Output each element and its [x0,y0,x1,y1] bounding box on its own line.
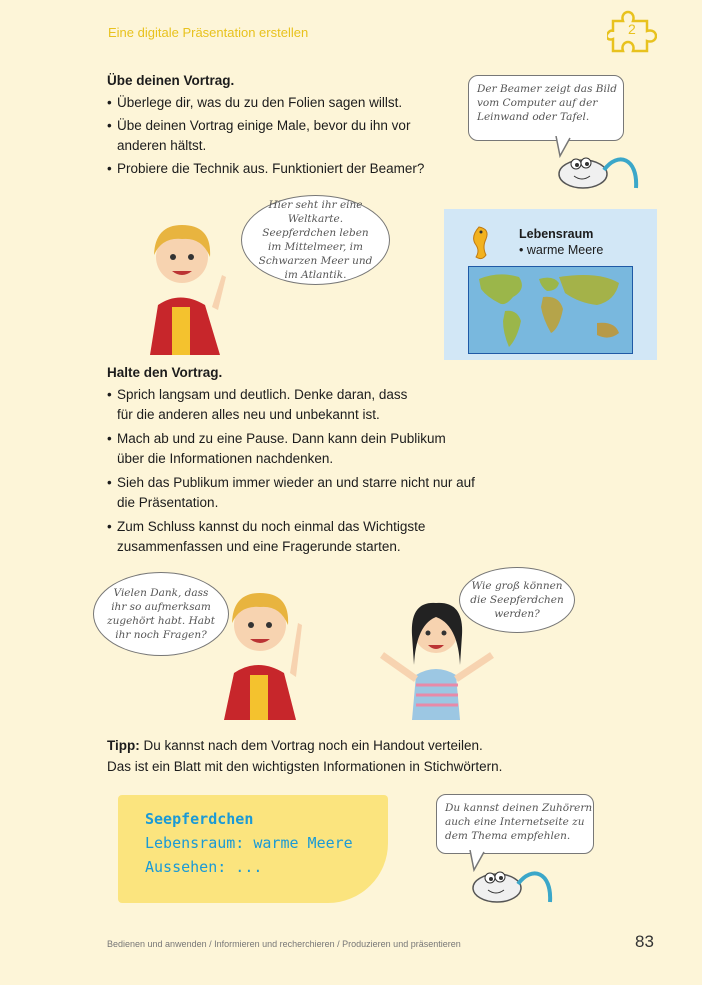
handout-line-2: Aussehen: ... [145,858,263,876]
puzzle-icon [607,9,657,55]
practice-list [107,93,437,181]
speech-bubble-website [436,794,594,854]
speech-bubble-beamer [468,75,624,141]
tip-line-1: Du kannst nach dem Vortrag noch ein Handout verteilen. [143,738,483,753]
bubble-text: Du kannst deinen Zuhörern auch eine Internetseite zu dem Thema empfehlen. [445,802,593,842]
handout-title: Seepferdchen [145,810,254,828]
boy-presenter-illustration-2 [210,585,320,720]
boy-presenter-illustration [130,215,240,355]
tip-line-2: Das ist ein Blatt mit den wichtigsten Informationen in Stichwörtern. [107,759,503,774]
puzzle-number: 2 [628,21,636,37]
tip-text [107,735,502,777]
list-item: • Übe deinen Vortrag einige Male, bevor du ihn vor anderen hältst. [107,116,417,157]
bubble-text: Hier seht ihr eine Weltkarte. Seepferdchen leben im Mittelmeer, im Schwarzen Meer und im Atlantik. [258,199,373,281]
list-item: • Überlege dir, was du zu den Folien sagen willst. [107,93,437,114]
list-item: • Probiere die Technik aus. Funktioniert der Beamer? [107,159,437,180]
footer-text: Bedienen und anwenden / Informieren und recherchieren / Produzieren und präsentieren [107,939,461,949]
speech-bubble-thanks [93,572,229,656]
presentation-slide [444,209,657,360]
list-item: • Mach ab und zu eine Pause. Dann kann dein Publikum über die Informationen nachdenken. [107,429,462,469]
slide-title: Lebensraum [519,227,594,241]
slide-bullet: • warme Meere [519,243,604,257]
list-item: • Zum Schluss kannst du noch einmal das Wichtigste zusammenfassen und eine Fragerunde starten. [107,517,447,557]
list-item: • Sieh das Publikum immer wieder an und starre nicht nur auf die Präsentation. [107,473,477,513]
slide-bullet-text: warme Meere [526,243,604,257]
tip-label: Tipp: [107,738,140,753]
bubble-text: Wie groß können die Seepferdchen werden? [470,580,564,620]
seahorse-icon [464,223,494,263]
handout-line-1: Lebensraum: warme Meere [145,834,353,852]
give-talk-list [107,385,475,559]
bubble-text: Der Beamer zeigt das Bild vom Computer auf der Leinwand oder Tafel. [477,83,617,123]
bubble-text: Vielen Dank, dass ihr so aufmerksam zugehört habt. Habt ihr noch Fragen? [107,587,215,641]
speech-bubble-boy-map [241,195,390,285]
chapter-title: Eine digitale Präsentation erstellen [108,25,309,40]
world-map [468,266,633,354]
section-title-practice: Übe deinen Vortrag. [107,73,235,88]
handout-note [118,795,388,903]
section-title-give-talk: Halte den Vortrag. [107,365,223,380]
page-number: 83 [635,932,654,951]
girl-audience-illustration [372,595,502,720]
list-item: • Sprich langsam und deutlich. Denke daran, dass für die anderen alles neu und unbekannt ist. [107,385,417,425]
computer-mouse-icon-2 [462,850,557,910]
computer-mouse-icon [548,136,643,196]
